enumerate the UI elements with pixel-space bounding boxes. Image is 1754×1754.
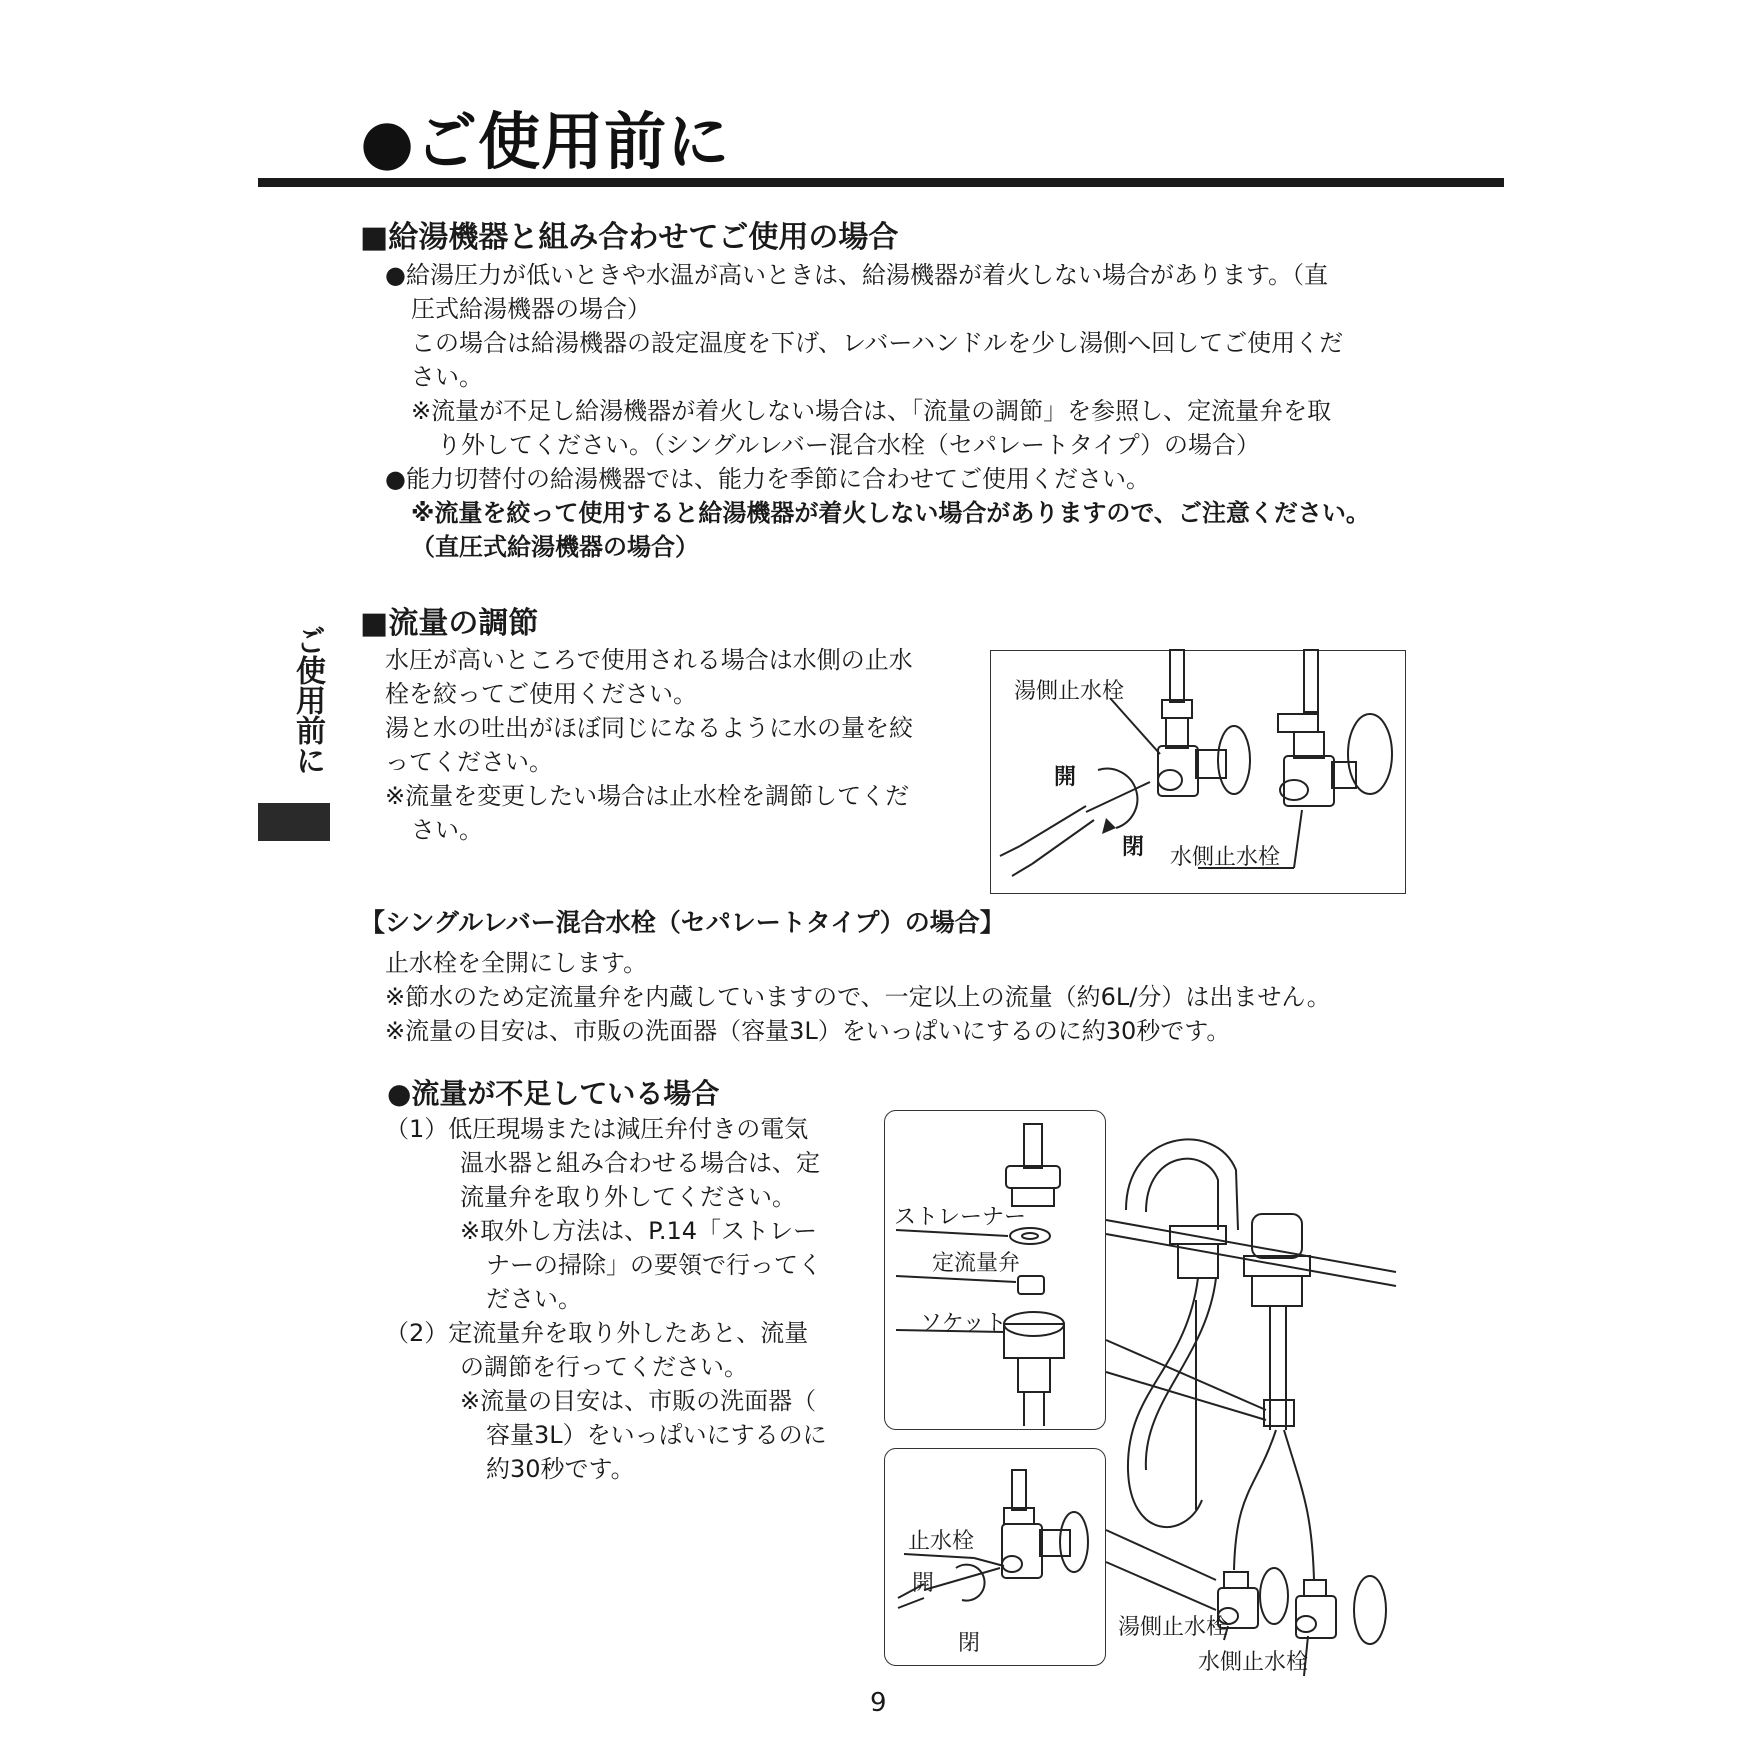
close-label: 閉 — [1122, 835, 1145, 860]
note-line: ※流量を変更したい場合は止水栓を調節してくだ — [385, 782, 910, 810]
step-line: の調節を行ってください。 — [460, 1353, 748, 1381]
page-title: ●ご使用前に — [360, 105, 731, 178]
note-line: ※流量が不足し給湯機器が着火しない場合は、「流量の調節」を参照し、定流量弁を取 — [411, 397, 1332, 425]
open-label-2: 開 — [912, 1571, 935, 1596]
faucet-assembly-drawing — [1106, 1110, 1404, 1680]
paragraph-line: ●能力切替付の給湯機器では、能力を季節に合わせてご使用ください。 — [385, 465, 1150, 493]
page-number: 9 — [870, 1688, 887, 1718]
side-tab-label: ご使用前に — [290, 625, 325, 775]
paragraph-line: ってください。 — [385, 748, 553, 776]
title-rule — [258, 178, 1504, 187]
strainer-label: ストレーナー — [894, 1205, 1027, 1230]
note-line: ※節水のため定流量弁を内蔵していますので、一定以上の流量（約6L/分）は出ません。 — [385, 983, 1331, 1011]
open-label: 開 — [1054, 765, 1077, 790]
close-label-2: 閉 — [958, 1631, 981, 1656]
side-tab-marker — [258, 803, 330, 841]
caution-line: ※流量を絞って使用すると給湯機器が着火しない場合がありますので、ご注意ください。 — [411, 499, 1370, 527]
section-heading-water-heater: ■給湯機器と組み合わせてご使用の場合 — [360, 220, 899, 255]
cold-valve-label: 水側止水栓 — [1170, 845, 1281, 870]
stop-valve-label: 止水栓 — [908, 1529, 975, 1554]
paragraph-line: 湯と水の吐出がほぼ同じになるように水の量を絞 — [385, 714, 913, 742]
paragraph-line: 圧式給湯機器の場合） — [411, 295, 651, 323]
note-line: ※流量の目安は、市販の洗面器（ — [460, 1387, 817, 1415]
flow-valve-label: 定流量弁 — [932, 1251, 1021, 1276]
socket-label: ソケット — [920, 1311, 1007, 1336]
paragraph-line: この場合は給湯機器の設定温度を下げ、レバーハンドルを少し湯側へ回してご使用くだ — [411, 329, 1344, 357]
note-line: さい。 — [411, 816, 483, 844]
paragraph-line: さい。 — [411, 363, 483, 391]
note-line: ナーの掃除」の要領で行ってく — [486, 1251, 822, 1279]
step-line: （1）低圧現場または減圧弁付きの電気 — [385, 1115, 809, 1143]
note-line: ※流量の目安は、市販の洗面器（容量3L）をいっぱいにするのに約30秒です。 — [385, 1017, 1231, 1045]
step-line: 流量弁を取り外してください。 — [460, 1183, 796, 1211]
section-heading-separate-type: 【シングルレバー混合水栓（セパレートタイプ）の場合】 — [360, 908, 1005, 937]
hot-valve-label-2: 湯側止水栓 — [1118, 1615, 1229, 1640]
paragraph-line: 水圧が高いところで使用される場合は水側の止水 — [385, 646, 913, 674]
note-line: 容量3L）をいっぱいにするのに — [486, 1421, 827, 1449]
caution-line: （直圧式給湯機器の場合） — [411, 533, 699, 561]
note-line: ださい。 — [486, 1285, 582, 1313]
note-line: 約30秒です。 — [486, 1455, 635, 1483]
paragraph-line: ●給湯圧力が低いときや水温が高いときは、給湯機器が着火しない場合があります。（直 — [385, 261, 1329, 289]
paragraph-line: 栓を絞ってご使用ください。 — [385, 680, 697, 708]
step-line: 温水器と組み合わせる場合は、定 — [460, 1149, 820, 1177]
section-heading-flow-adjust: ■流量の調節 — [360, 606, 539, 641]
cold-valve-label-2: 水側止水栓 — [1198, 1650, 1309, 1675]
stop-valve-detail-drawing — [884, 1448, 1106, 1666]
step-line: （2）定流量弁を取り外したあと、流量 — [385, 1319, 809, 1347]
note-line: ※取外し方法は、P.14「ストレー — [460, 1217, 818, 1245]
paragraph-line: 止水栓を全開にします。 — [385, 949, 648, 977]
section-heading-low-flow: ●流量が不足している場合 — [387, 1077, 720, 1110]
hot-valve-label: 湯側止水栓 — [1014, 679, 1125, 704]
note-line: り外してください。（シングルレバー混合水栓（セパレートタイプ）の場合） — [437, 431, 1260, 459]
